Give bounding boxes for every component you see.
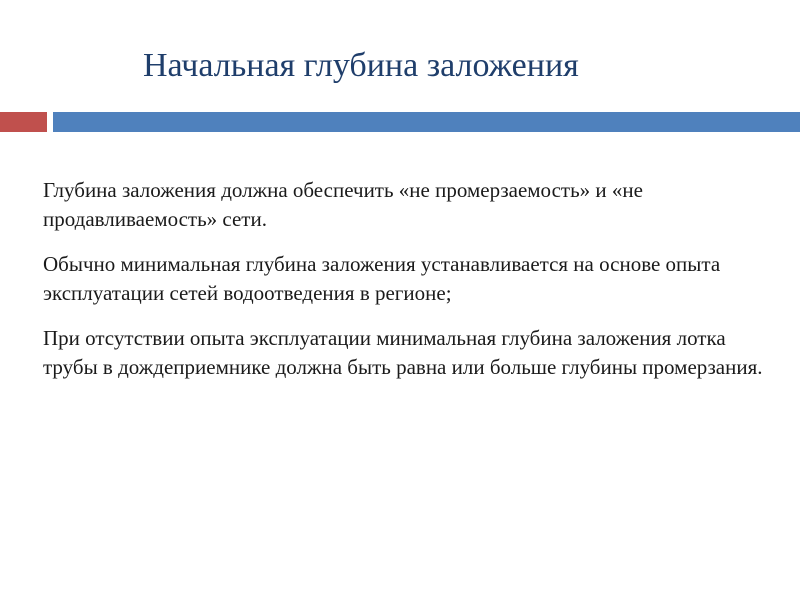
accent-bar-left <box>0 112 47 132</box>
paragraph-3: При отсутствии опыта эксплуатации минимальная глубина заложения лотка трубы в дождеприемнике должна быть равна или больше глубины промерзания. <box>43 326 763 379</box>
slide-body <box>43 176 763 398</box>
slide-title: Начальная глубина заложения <box>143 47 579 84</box>
accent-bar-main <box>53 112 800 132</box>
paragraph-1: Глубина заложения должна обеспечить «не промерзаемость» и «не продавливаемость» сети. <box>43 178 643 231</box>
paragraph-2: Обычно минимальная глубина заложения устанавливается на основе опыта эксплуатации сетей водоотведения в регионе; <box>43 252 721 305</box>
